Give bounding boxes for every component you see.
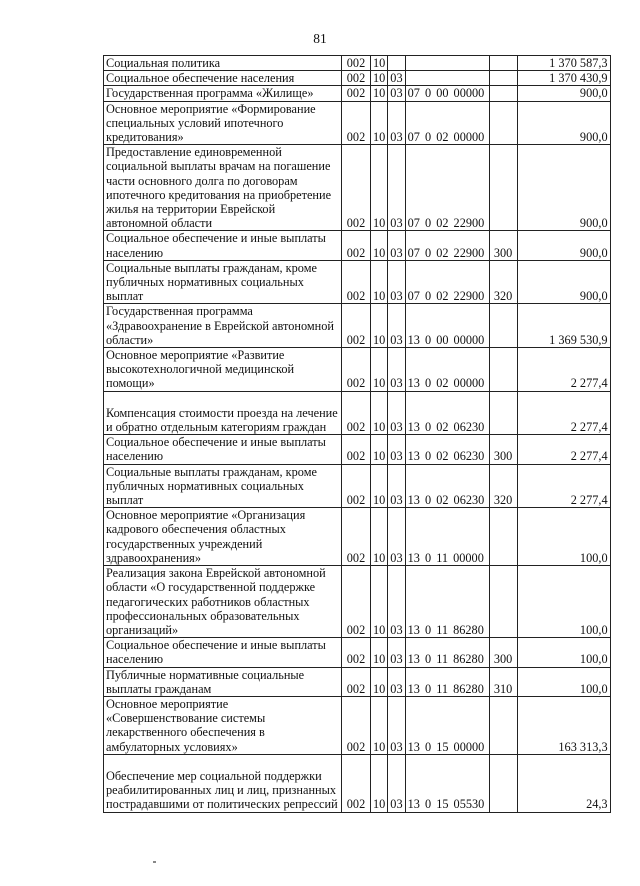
table-row <box>104 71 611 86</box>
cell-name: Компенсация стоимости проезда на лечение и обратно отдельным категориям граждан <box>104 391 342 435</box>
cell-subsection: 03 <box>388 71 405 86</box>
cell-name: Публичные нормативные социальные выплаты гражданам <box>104 667 342 696</box>
cell-ministry: 002 <box>342 260 371 304</box>
table-row <box>104 667 611 696</box>
cell-section: 10 <box>371 464 388 508</box>
cell-expense-type: 320 <box>489 260 517 304</box>
cell-expense-type <box>489 145 517 231</box>
cell-subsection: 03 <box>388 86 405 101</box>
cell-target-article: 13 0 15 05530 <box>405 754 489 812</box>
cell-name: Социальные выплаты гражданам, кроме публичных нормативных социальных выплат <box>104 464 342 508</box>
cell-target-article: 13 0 11 00000 <box>405 508 489 566</box>
cell-name: Социальные выплаты гражданам, кроме публичных нормативных социальных выплат <box>104 260 342 304</box>
cell-expense-type <box>489 348 517 392</box>
cell-name: Социальное обеспечение населения <box>104 71 342 86</box>
table-row <box>104 435 611 464</box>
cell-target-article: 07 0 00 00000 <box>405 86 489 101</box>
budget-table <box>103 55 611 813</box>
cell-amount: 900,0 <box>517 231 610 260</box>
cell-target-article: 13 0 02 06230 <box>405 391 489 435</box>
cell-amount: 2 277,4 <box>517 464 610 508</box>
cell-section: 10 <box>371 391 388 435</box>
cell-expense-type: 300 <box>489 435 517 464</box>
cell-subsection: 03 <box>388 667 405 696</box>
cell-subsection: 03 <box>388 464 405 508</box>
cell-amount: 1 370 587,3 <box>517 56 610 71</box>
cell-name: Социальное обеспечение и иные выплаты населению <box>104 638 342 667</box>
cell-ministry: 002 <box>342 145 371 231</box>
table-row <box>104 56 611 71</box>
table-row <box>104 464 611 508</box>
cell-subsection: 03 <box>388 566 405 638</box>
cell-amount: 1 370 430,9 <box>517 71 610 86</box>
cell-subsection: 03 <box>388 348 405 392</box>
cell-target-article: 13 0 02 00000 <box>405 348 489 392</box>
cell-subsection <box>388 56 405 71</box>
table-row <box>104 145 611 231</box>
cell-section: 10 <box>371 566 388 638</box>
cell-subsection: 03 <box>388 435 405 464</box>
cell-name: Основное мероприятие «Совершенствование системы лекарственного обеспечения в амбулаторных условиях» <box>104 696 342 754</box>
cell-amount: 900,0 <box>517 260 610 304</box>
cell-amount: 900,0 <box>517 101 610 145</box>
cell-target-article <box>405 71 489 86</box>
cell-ministry: 002 <box>342 754 371 812</box>
table-row <box>104 101 611 145</box>
cell-ministry: 002 <box>342 464 371 508</box>
cell-amount: 24,3 <box>517 754 610 812</box>
cell-ministry: 002 <box>342 101 371 145</box>
cell-target-article: 13 0 11 86280 <box>405 638 489 667</box>
cell-subsection: 03 <box>388 260 405 304</box>
cell-ministry: 002 <box>342 231 371 260</box>
cell-amount: 2 277,4 <box>517 348 610 392</box>
table-row <box>104 348 611 392</box>
cell-subsection: 03 <box>388 231 405 260</box>
cell-target-article: 07 0 02 00000 <box>405 101 489 145</box>
cell-section: 10 <box>371 71 388 86</box>
table-row <box>104 696 611 754</box>
cell-amount: 1 369 530,9 <box>517 304 610 348</box>
cell-expense-type <box>489 101 517 145</box>
cell-expense-type: 320 <box>489 464 517 508</box>
table-row <box>104 304 611 348</box>
cell-section: 10 <box>371 508 388 566</box>
cell-name: Основное мероприятие «Организация кадрового обеспечения областных государственных учреждений здравоохранения» <box>104 508 342 566</box>
cell-name: Социальная политика <box>104 56 342 71</box>
cell-name: Государственная программа «Здравоохранение в Еврейской автономной области» <box>104 304 342 348</box>
cell-amount: 163 313,3 <box>517 696 610 754</box>
cell-ministry: 002 <box>342 56 371 71</box>
cell-target-article: 13 0 02 06230 <box>405 464 489 508</box>
cell-amount: 100,0 <box>517 566 610 638</box>
cell-section: 10 <box>371 260 388 304</box>
cell-name: Социальное обеспечение и иные выплаты населению <box>104 231 342 260</box>
table-row <box>104 508 611 566</box>
cell-expense-type <box>489 696 517 754</box>
cell-subsection: 03 <box>388 391 405 435</box>
cell-section: 10 <box>371 696 388 754</box>
cell-target-article: 13 0 11 86280 <box>405 667 489 696</box>
cell-target-article: 07 0 02 22900 <box>405 231 489 260</box>
cell-name: Основное мероприятие «Развитие высокотехнологичной медицинской помощи» <box>104 348 342 392</box>
cell-expense-type <box>489 86 517 101</box>
cell-subsection: 03 <box>388 696 405 754</box>
cell-subsection: 03 <box>388 638 405 667</box>
cell-section: 10 <box>371 754 388 812</box>
cell-subsection: 03 <box>388 304 405 348</box>
scan-speck <box>153 861 156 863</box>
cell-ministry: 002 <box>342 391 371 435</box>
cell-ministry: 002 <box>342 638 371 667</box>
cell-target-article: 13 0 15 00000 <box>405 696 489 754</box>
cell-amount: 900,0 <box>517 86 610 101</box>
cell-amount: 100,0 <box>517 667 610 696</box>
cell-name: Государственная программа «Жилище» <box>104 86 342 101</box>
cell-expense-type <box>489 71 517 86</box>
cell-ministry: 002 <box>342 304 371 348</box>
cell-ministry: 002 <box>342 566 371 638</box>
cell-expense-type <box>489 391 517 435</box>
cell-amount: 2 277,4 <box>517 391 610 435</box>
table-row <box>104 231 611 260</box>
cell-ministry: 002 <box>342 508 371 566</box>
cell-name: Предоставление единовременной социальной выплаты врачам на погашение части основного долга по договорам ипотечного кредитования на приобретение жилья на территории Еврейской автономной области <box>104 145 342 231</box>
table-row <box>104 754 611 812</box>
cell-expense-type <box>489 754 517 812</box>
cell-expense-type <box>489 56 517 71</box>
cell-amount: 100,0 <box>517 508 610 566</box>
cell-target-article: 13 0 11 86280 <box>405 566 489 638</box>
cell-expense-type: 310 <box>489 667 517 696</box>
cell-section: 10 <box>371 348 388 392</box>
page-number: 81 <box>313 31 327 46</box>
cell-subsection: 03 <box>388 508 405 566</box>
cell-ministry: 002 <box>342 71 371 86</box>
cell-section: 10 <box>371 304 388 348</box>
table-row <box>104 391 611 435</box>
cell-target-article: 07 0 02 22900 <box>405 145 489 231</box>
budget-table-body <box>104 56 611 813</box>
cell-section: 10 <box>371 56 388 71</box>
cell-ministry: 002 <box>342 86 371 101</box>
cell-name: Основное мероприятие «Формирование специальных условий ипотечного кредитования» <box>104 101 342 145</box>
table-row <box>104 86 611 101</box>
cell-expense-type <box>489 304 517 348</box>
cell-section: 10 <box>371 101 388 145</box>
cell-target-article: 13 0 00 00000 <box>405 304 489 348</box>
cell-expense-type <box>489 508 517 566</box>
cell-expense-type <box>489 566 517 638</box>
cell-subsection: 03 <box>388 145 405 231</box>
cell-ministry: 002 <box>342 435 371 464</box>
cell-section: 10 <box>371 231 388 260</box>
cell-amount: 100,0 <box>517 638 610 667</box>
cell-ministry: 002 <box>342 348 371 392</box>
cell-expense-type: 300 <box>489 231 517 260</box>
cell-subsection: 03 <box>388 754 405 812</box>
cell-section: 10 <box>371 86 388 101</box>
cell-section: 10 <box>371 667 388 696</box>
cell-expense-type: 300 <box>489 638 517 667</box>
cell-name: Реализация закона Еврейской автономной области «О государственной поддержке педагогических работников областных профессиональных образовательных организаций» <box>104 566 342 638</box>
cell-name: Социальное обеспечение и иные выплаты населению <box>104 435 342 464</box>
table-row <box>104 566 611 638</box>
cell-name: Обеспечение мер социальной поддержки реабилитированных лиц и лиц, признанных пострадавшими от политических репрессий <box>104 754 342 812</box>
cell-section: 10 <box>371 435 388 464</box>
cell-target-article: 07 0 02 22900 <box>405 260 489 304</box>
cell-target-article: 13 0 02 06230 <box>405 435 489 464</box>
cell-ministry: 002 <box>342 696 371 754</box>
table-row <box>104 638 611 667</box>
cell-section: 10 <box>371 638 388 667</box>
cell-target-article <box>405 56 489 71</box>
cell-amount: 900,0 <box>517 145 610 231</box>
cell-amount: 2 277,4 <box>517 435 610 464</box>
cell-ministry: 002 <box>342 667 371 696</box>
cell-section: 10 <box>371 145 388 231</box>
table-row <box>104 260 611 304</box>
cell-subsection: 03 <box>388 101 405 145</box>
